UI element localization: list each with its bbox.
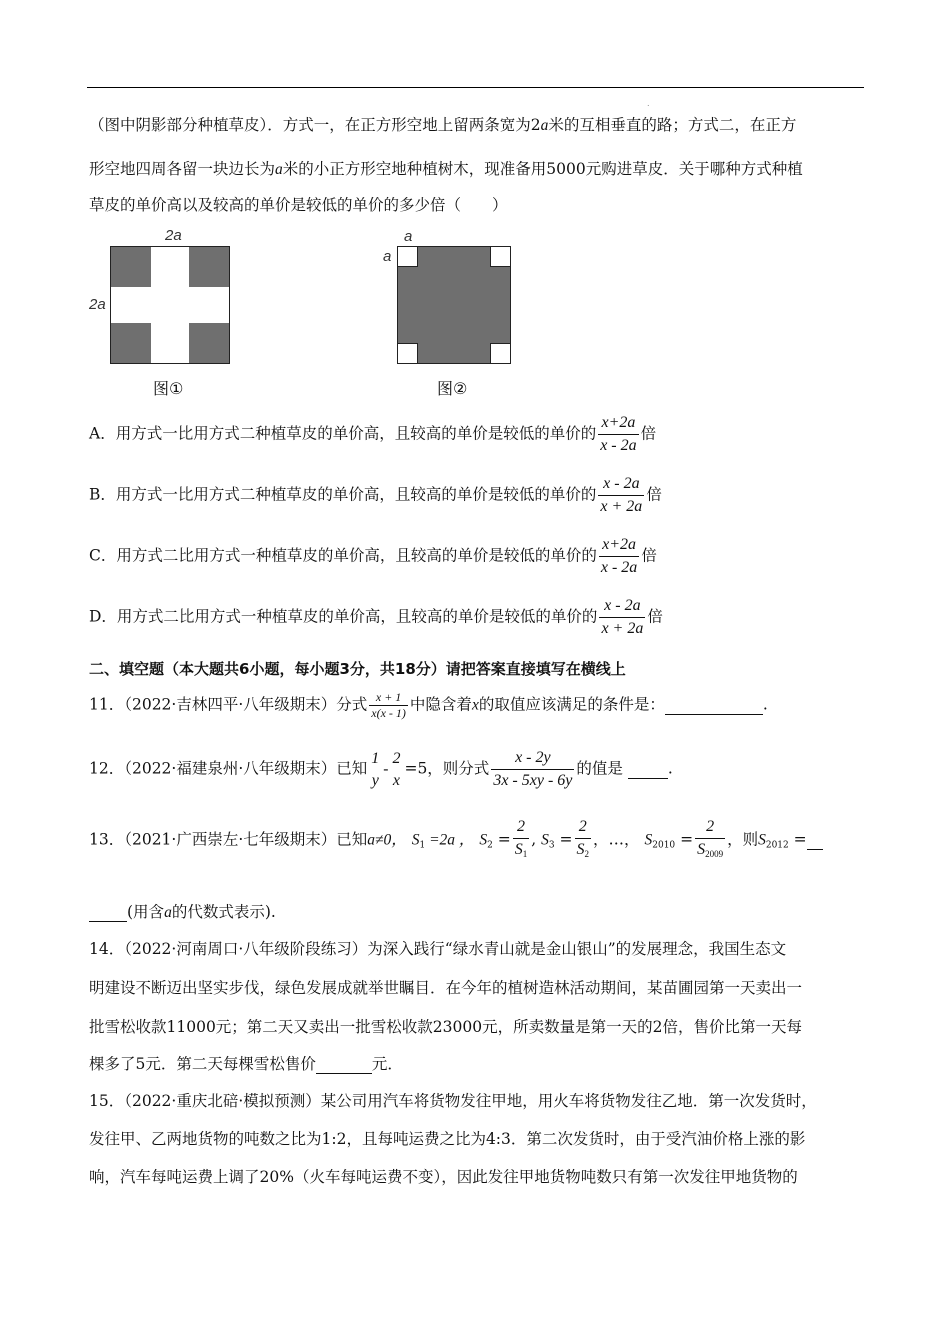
q10-option-c[interactable]: C．用方式二比用方式一种植草皮的单价高，且较高的单价是较低的单价的 $\frac{x+2a}{x - 2a}$ 倍 bbox=[89, 534, 657, 579]
q13: 13．（2021·广西崇左·七年级期末）已知a≠0， $S_1 =2a$ ， $S_2$ = $\frac{2}{S_1}$ , $S_3$ = $\frac{2}{S_2}$ ，…， $S_{2010}$ = $\frac{2}{S_{2009}}$ ，则$S_{2012}$ = bbox=[89, 816, 823, 865]
q14-answer-blank[interactable] bbox=[316, 1055, 372, 1074]
option-b-fraction: $\frac{x - 2a}{x + 2a}$ bbox=[598, 473, 644, 518]
q13-line2: (用含a的代数式表示). bbox=[89, 900, 276, 922]
header-rule bbox=[87, 87, 864, 88]
q15-line3: 响，汽车每吨运费上调了20%（火车每吨运费不变），因此发往甲地货物吨数只有第一次发往甲地货物的 bbox=[89, 1168, 798, 1186]
section-heading: 二、填空题（本大题共6小题，每小题3分，共18分）请把答案直接填写在横线上 bbox=[89, 660, 626, 678]
q15-line1: 15．（2022·重庆北碚·模拟预测）某公司用汽车将货物发往甲地，用火车将货物发往乙地．第一次发货时， bbox=[89, 1092, 817, 1110]
q14-line2: 明建设不断迈出坚实步伐，绿色发展成就举世瞩目．在今年的植树造林活动期间，某苗圃园第一天卖出一 bbox=[89, 979, 803, 997]
fig1-shade-tr bbox=[189, 247, 229, 287]
fig1-shade-tl bbox=[111, 247, 151, 287]
fig2-corner-bl bbox=[398, 344, 418, 364]
q12-fraction-2: 2 x bbox=[392, 749, 401, 789]
q11-fraction: $\frac{x + 1}{x(x - 1)}$ bbox=[371, 690, 406, 720]
q10-option-a[interactable]: A．用方式一比用方式二种植草皮的单价高，且较高的单价是较低的单价的 $\frac{x+2a}{x - 2a}$ 倍 bbox=[89, 412, 656, 457]
fig1-caption: 图① bbox=[153, 379, 184, 398]
q13-fraction-s3: $\frac{2}{S_2}$ bbox=[575, 816, 592, 865]
option-d-fraction: $\frac{x - 2a}{x + 2a}$ bbox=[599, 595, 645, 640]
fig2-caption: 图② bbox=[437, 379, 468, 398]
q10-intro-line3: 草皮的单价高以及较高的单价是较低的单价的多少倍（ ） bbox=[89, 196, 508, 214]
q13-answer-blank-a[interactable] bbox=[807, 831, 823, 850]
q10-option-b[interactable]: B．用方式一比用方式二种植草皮的单价高，且较高的单价是较低的单价的 $\frac{x - 2a}{x + 2a}$ 倍 bbox=[89, 473, 662, 518]
q13-fraction-sn: $\frac{2}{S_{2009}}$ bbox=[695, 816, 725, 865]
fig2-side-label: a bbox=[383, 248, 392, 265]
q12-answer-blank[interactable] bbox=[628, 760, 668, 779]
fig2-corner-br bbox=[491, 344, 511, 364]
fig1-shade-br bbox=[189, 323, 229, 363]
q10-option-d[interactable]: D．用方式二比用方式一种植草皮的单价高，且较高的单价是较低的单价的 $\frac{x - 2a}{x + 2a}$ 倍 bbox=[89, 595, 663, 640]
q14-line1: 14．（2022·河南周口·八年级阶段练习）为深入践行“绿水青山就是金山银山”的发展理念，我国生态文 bbox=[89, 940, 787, 958]
q12-fraction-1: 1 y bbox=[371, 749, 380, 789]
q14-line4: 棵多了5元．第二天每棵雪松售价 元． bbox=[89, 1055, 403, 1073]
q10-intro-line1: （图中阴影部分种植草皮）．方式一，在正方形空地上留两条宽为2a米的互相垂直的路；方式二，在正方 bbox=[89, 116, 797, 134]
q15-line2: 发往甲、乙两地货物的吨数之比为1:2，且每吨运费之比为4:3．第二次发货时，由于受汽油价格上涨的影 bbox=[89, 1130, 806, 1148]
option-c-fraction: $\frac{x+2a}{x - 2a}$ bbox=[599, 534, 639, 579]
q13-answer-blank-b[interactable] bbox=[89, 903, 127, 922]
q10-intro-line2: 形空地四周各留一块边长为a米的小正方形空地种植树木，现准备用5000元购进草皮．关于哪种方式种植 bbox=[89, 160, 803, 178]
fig1-shade-bl bbox=[111, 323, 151, 363]
fig1-diagram bbox=[110, 246, 230, 364]
header-mark: . bbox=[647, 99, 650, 108]
option-a-fraction: $\frac{x+2a}{x - 2a}$ bbox=[598, 412, 638, 457]
q14-line3: 批雪松收款11000元；第二天又卖出一批雪松收款23000元，所卖数量是第一天的2倍，售价比第一天每 bbox=[89, 1018, 802, 1036]
q12: 12．（2022·福建泉州·八年级期末）已知 1 y - 2 x =5，则分式 $\frac{x - 2y}{3x - 5xy - 6y}$ 的值是 . bbox=[89, 747, 673, 792]
fig2-corner-tr bbox=[491, 247, 511, 267]
fig2-top-label: a bbox=[404, 228, 413, 245]
q11-answer-blank[interactable] bbox=[665, 696, 763, 715]
fig2-diagram bbox=[397, 246, 511, 364]
q11: 11．（2022·吉林四平·八年级期末）分式 $\frac{x + 1}{x(x - 1)}$ 中隐含着x的取值应该满足的条件是： . bbox=[89, 690, 768, 720]
fig1-side-label: 2a bbox=[89, 296, 106, 313]
q12-fraction-3: $\frac{x - 2y}{3x - 5xy - 6y}$ bbox=[491, 747, 574, 792]
fig1-top-label: 2a bbox=[165, 227, 182, 244]
fig2-corner-tl bbox=[398, 247, 418, 267]
q13-fraction-s2: $\frac{2}{S_1}$ bbox=[513, 816, 530, 865]
